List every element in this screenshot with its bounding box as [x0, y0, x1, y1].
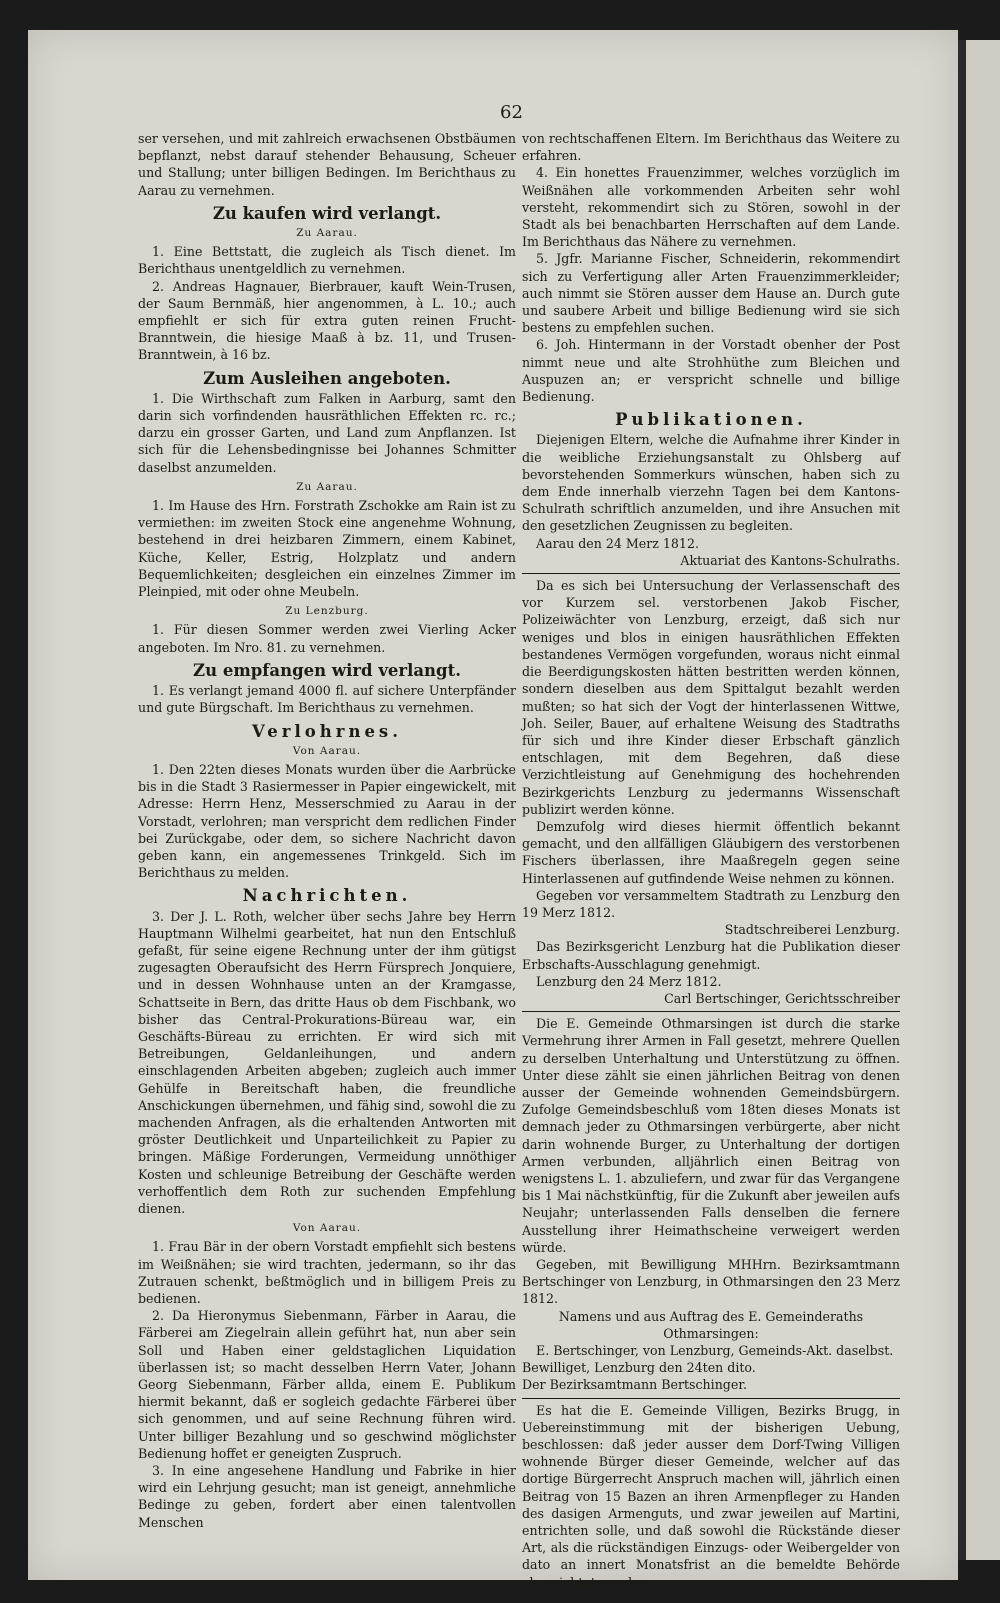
notice-item: 2. Da Hieronymus Siebenmann, Färber in Aarau, die Färberei am Ziegelrain allein geführt hat, nun aber sein Soll und Haben einer geldstaglichen Liquidation überlassen ist; so macht desselben Herrn Vater, Johann Georg Siebenmann, Färber allda, einem E. Publikum hiermit bekannt, daß er sogleich gedachte Färberei über sich genommen, und auf seine Rechnung führen wird. Unter billiger Bezahlung und so geschwind möglichster Bedienung hoffet er geneigten Zuspruch. — [138, 1308, 516, 1461]
divider — [522, 1398, 900, 1399]
heading-nachrichten: Nachrichten. — [242, 886, 412, 906]
notice-item: 2. Andreas Hagnauer, Bierbrauer, kauft Wein-Trusen, der Saum Bernmäß, hier angenommen, à L. 10.; auch empfiehlt er sich für extra guten reinen Frucht-Branntwein, die hiesige Maaß à bz. 11, und Trusen-Branntwein, à 16 bz. — [138, 278, 516, 363]
adjacent-page-edge — [958, 40, 1000, 1560]
left-column — [138, 130, 516, 1531]
publication-text: Da es sich bei Untersuchung der Verlassenschaft des vor Kurzem sel. verstorbenen Jakob Fischer, Polizeiwächter von Lenzburg, erzeigt, daß sich nur weniges und blos in einigen hausräthlichen Effekten bestandenes Vermögen vorgefunden, woraus nicht einmal die Beerdigungskosten hätten bestritten werden können, sondern dieselben aus dem Spittalgut bezahlt werden mußten; so hat sich der Vogt der hinterlassenen Wittwe, Joh. Seiler, Bauer, auf erhaltene Weisung des Stadtraths für sich und ihre Kinder dieser Erbschaft gänzlich entschlagen, mit dem Begehren, daß diese Verzichtleistung auf Genehmigung des hochehrenden Bezirkgerichts Lenzburg zu jedermanns Wissenschaft publizirt werden könne. — [522, 578, 900, 817]
heading-verlohrnes: Verlohrnes. — [252, 721, 402, 741]
publication-text: Gegeben vor versammeltem Stadtrath zu Lenzburg den 19 Merz 1812. — [522, 887, 900, 920]
heading-ausleihen: Zum Ausleihen angeboten. — [203, 368, 451, 388]
publication-text: Diejenigen Eltern, welche die Aufnahme ihrer Kinder in die weibliche Erziehungsanstalt zu Ohlsberg auf bevorstehenden Sommerkurs wünschen, haben sich zu dem Ende innerhalb vierzehn Tagen bei dem Kantons-Schulrath schriftlich anzumelden, und ihre Ansuchen mit den gesetzlichen Zeugnissen zu begleiten. — [522, 432, 900, 534]
publication-text: Die E. Gemeinde Othmarsingen ist durch die starke Vermehrung ihrer Armen in Fall gesetzt, mehrere Quellen zu derselben Unterhaltung und Unterstützung zu öffnen. Unter diese zählt sie einen jährlichen Beitrag von denen ausser der Gemeinde wohnenden Gemeindsbürgern. Zufolge Gemeindsbeschluß vom 18ten dieses Monats ist demnach jeder zu Othmarsingen verbürgerte, aber nicht darin wohnende Burger, zu Unterhaltung der dortigen Armen verbunden, alljährlich einen Beitrag von wenigstens L. 1. abzuliefern, und zwar für das Vergangene bis 1 Mai nächstkünftig, für die Zukunft aber jeweilen aufs Neujahr; unterlassenden Falls denselben die fernere Ausstellung ihrer Heimathscheine verweigert werden würde. — [522, 1016, 900, 1255]
publication-date: Aarau den 24 Merz 1812. — [536, 535, 699, 551]
publication-text: Es hat die E. Gemeinde Villigen, Bezirks Brugg, in Uebereinstimmung mit der bisherigen Uebung, beschlossen: daß jeder ausser dem Dorf-Twing Villigen wohnende Bürger dieser Gemeinde, welcher auf das dortige Bürgerrecht Anspruch machen will, jährlich einen Beitrag von 15 Bazen an ihren Armenpfleger zu Handen des dasigen Armenguts, und zwar jeweilen auf Martini, entrichten solle, und daß sowohl die Rückstände dieser Art, als die rückständigen Einzugs- oder Weibergelder von dato an innert Monatsfrist an die bemeldte Behörde abgerichtet werden — [522, 1402, 900, 1590]
publication-approval: Der Bezirksamtmann Bertschinger. — [522, 1377, 747, 1393]
publication-signature: Carl Bertschinger, Gerichtsschreiber — [664, 990, 900, 1006]
notice-item: 1. Den 22ten dieses Monats wurden über die Aarbrücke bis in die Stadt 3 Rasiermesser in Papier eingewickelt, mit Adresse: Herrn Henz, Messerschmied zu Aarau in der Vorstadt, verlohren; man verspricht dem redlichen Finder bei Zurückgabe, oder dem, so sichere Nachricht davon geben kann, ein angemessenes Trinkgeld. Sich im Berichthaus zu melden. — [138, 761, 516, 881]
notice-item: 5. Jgfr. Marianne Fischer, Schneiderin, rekommendirt sich zu Verfertigung aller Arten Frauenzimmerkleider; auch nimmt sie Stören ausser dem Hause an. Durch gute und saubere Arbeit und billige Bedienung wird sie sich bestens zu empfehlen suchen. — [522, 251, 900, 336]
location-label: Zu Aarau. — [296, 227, 358, 240]
intro-paragraph: ser versehen, und mit zahlreich erwachsenen Obstbäumen bepflanzt, nebst darauf stehender Behausung, Scheuer und Stallung; unter billigen Bedingen. Im Berichthaus zu Aarau zu vernehmen. — [138, 131, 516, 198]
notice-item: 1. Eine Bettstatt, die zugleich als Tisch dienet. Im Berichthaus unentgeldlich zu vernehmen. — [138, 244, 516, 277]
publication-signature: E. Bertschinger, von Lenzburg, Gemeinds-Akt. daselbst. — [536, 1343, 894, 1359]
notice-item: 3. In eine angesehene Handlung und Fabrike in hier wird ein Lehrjung gesucht; man ist geneigt, annehmliche Bedinge zu geben, fordert aber einen talentvollen Menschen — [138, 1463, 516, 1530]
publication-text: Das Bezirksgericht Lenzburg hat die Publikation dieser Erbschafts-Ausschlagung genehmigt. — [522, 939, 900, 972]
location-label: Zu Aarau. — [296, 480, 358, 493]
heading-publikationen: Publikationen. — [615, 410, 807, 430]
page-number: 62 — [500, 102, 523, 123]
notice-item: 1. Es verlangt jemand 4000 fl. auf sichere Unterpfänder und gute Bürgschaft. Im Berichthaus zu vernehmen. — [138, 683, 516, 716]
location-label: Von Aarau. — [292, 1222, 362, 1235]
publication-signature: Stadtschreiberei Lenzburg. — [724, 922, 900, 938]
continued-paragraph: von rechtschaffenen Eltern. Im Berichthaus das Weitere zu erfahren. — [522, 131, 900, 164]
divider — [522, 1011, 900, 1012]
publication-signature: Namens und aus Auftrag des E. Gemeinderaths Othmarsingen: — [558, 1308, 864, 1341]
right-column — [522, 130, 900, 1591]
heading-empfangen: Zu empfangen wird verlangt. — [193, 660, 461, 680]
publication-text: Gegeben, mit Bewilligung MHHrn. Bezirksamtmann Bertschinger von Lenzburg, in Othmarsingen den 23 Merz 1812. — [522, 1257, 900, 1307]
divider — [522, 573, 900, 574]
notice-item: 1. Frau Bär in der obern Vorstadt empfiehlt sich bestens im Weißnähen; sie wird trachten, jedermann, so ihr das Zutrauen schenkt, beßtmöglich und in billigem Preis zu bedienen. — [138, 1239, 516, 1306]
publication-date: Lenzburg den 24 Merz 1812. — [536, 973, 722, 989]
publication-text: Demzufolg wird dieses hiermit öffentlich bekannt gemacht, und den allfälligen Gläubigern des verstorbenen Fischers überlassen, ihre Maaßregeln gegen seine Hinterlassenen auf gutfindende Weise nehmen zu können. — [522, 818, 900, 886]
location-label: Von Aarau. — [292, 744, 362, 757]
notice-item: 4. Ein honettes Frauenzimmer, welches vorzüglich im Weißnähen alle vorkommenden Arbeiten sehr wohl versteht, rekommendirt sich zu Stören, sowohl in der Stadt als bei benachbarten Herrschaften auf dem Lande. Im Berichthaus das Nähere zu vernehmen. — [522, 165, 900, 250]
location-label: Zu Lenzburg. — [285, 605, 369, 618]
notice-item: 6. Joh. Hintermann in der Vorstadt obenher der Post nimmt neue und alte Strohhüthe zum Bleichen und Auspuzen an; er verspricht schnelle und billige Bedienung. — [522, 337, 900, 405]
publication-signature: Aktuariat des Kantons-Schulraths. — [680, 552, 900, 568]
notice-item: 1. Für diesen Sommer werden zwei Vierling Acker angeboten. Im Nro. 81. zu vernehmen. — [138, 622, 516, 655]
publication-approval: Bewilliget, Lenzburg den 24ten dito. — [522, 1360, 756, 1376]
notice-item: 1. Im Hause des Hrn. Forstrath Zschokke am Rain ist zu vermiethen: im zweiten Stock eine angenehme Wohnung, bestehend in drei heizbaren Zimmern, einem Kabinet, Küche, Keller, Estrig, Holzplatz und andern Bequemlichkeiten; desgleichen ein einzelnes Zimmer im Pleinpied, mit oder ohne Meubeln. — [138, 498, 516, 600]
heading-zu-kaufen: Zu kaufen wird verlangt. — [212, 203, 442, 223]
notice-item: 3. Der J. L. Roth, welcher über sechs Jahre bey Herrn Hauptmann Wilhelmi gearbeitet, hat nun den Entschluß gefaßt, für seine eigene Rechnung unter der ihm gütigst zugesagten Oberaufsicht des Herrn Fürsprech Jonquiere, und in dessen Wohnhause unten an der Kramgasse, Schattseite in Bern, das dritte Haus ob dem Fischbank, wo bisher das Central-Prokurations-Büreau war, ein Geschäfts-Büreau zu errichten. Er wird sich mit Betreibungen, Geldanleihungen, und andern einschlagenden Arbeiten abgeben; zugleich auch immer Gehülfe in Bereitschaft haben, die freundliche Anschickungen übernehmen, und fähig sind, sowohl die zu machenden Anfragen, als die erhaltenden Antworten mit gröster Deutlichkeit und Unparteilichkeit zu Papier zu bringen. Mäßige Forderungen, Vermeidung unnöthiger Kosten und schleunige Betreibung der Geschäfte werden verhoffentlich dem Roth zur suchenden Empfehlung dienen. — [138, 908, 516, 1216]
notice-item: 1. Die Wirthschaft zum Falken in Aarburg, samt den darin sich vorfindenden hausräthlichen Effekten rc. rc.; darzu ein grosser Garten, und Land zum Anpflanzen. Ist sich für die Lehensbedingnisse bei Johannes Schmitter daselbst anzumelden. — [138, 390, 516, 475]
